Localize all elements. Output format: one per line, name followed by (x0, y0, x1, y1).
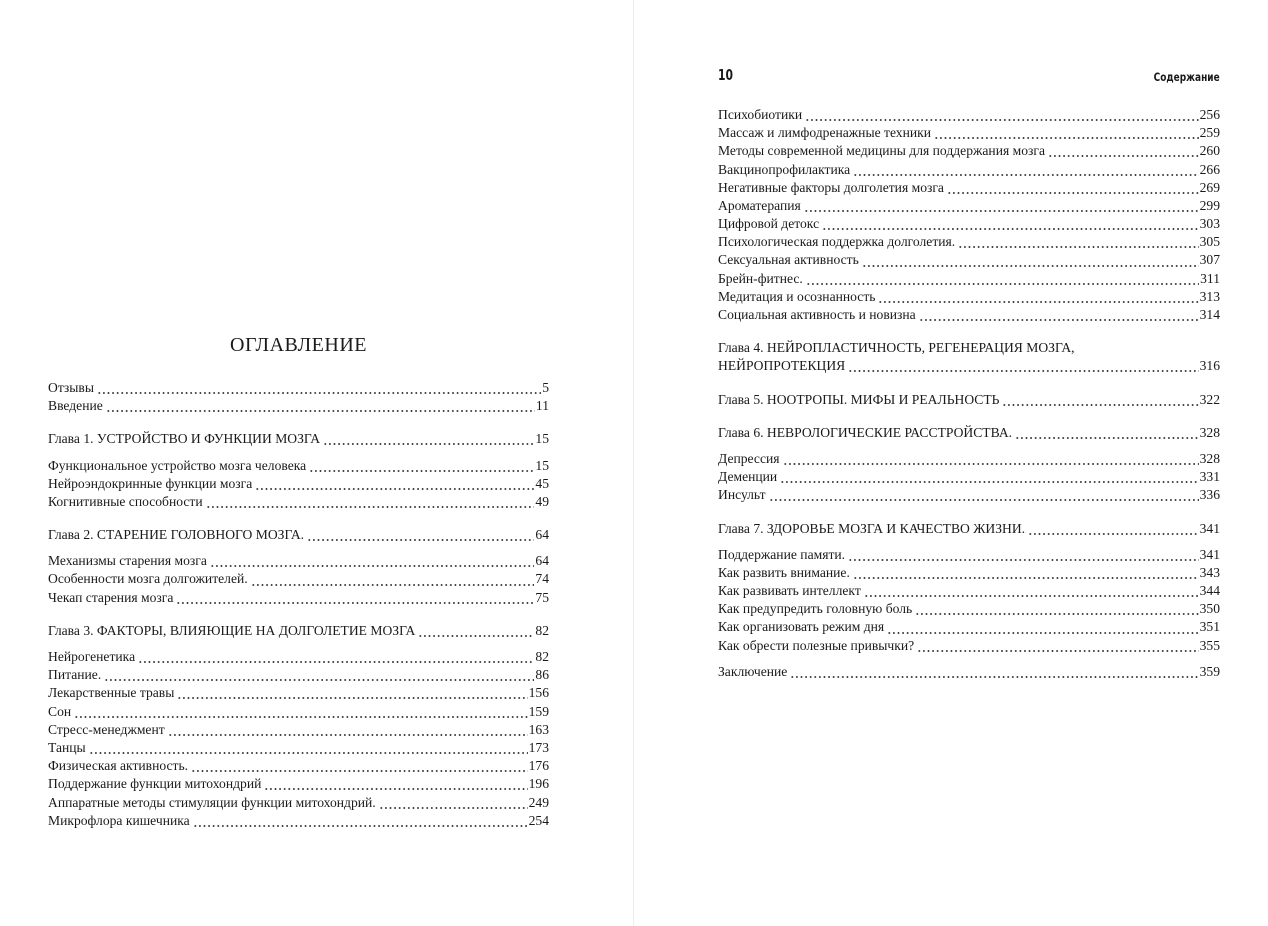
toc-entry-title: Брейн-фитнес. (718, 270, 803, 286)
toc-entry (718, 600, 1220, 618)
dot-leader (862, 252, 1199, 270)
toc-chapter-title-line1: Глава 4. НЕЙРОПЛАСТИЧНОСТЬ, РЕГЕНЕРАЦИЯ МОЗГА, (718, 340, 1075, 356)
toc-row[interactable] (718, 564, 1220, 582)
dot-leader (379, 794, 528, 812)
toc-entry-title: Микрофлора кишечника (48, 812, 190, 828)
dot-leader (74, 703, 527, 721)
dot-leader (853, 161, 1198, 179)
toc-row[interactable] (48, 526, 549, 544)
dot-leader (958, 233, 1198, 251)
toc-entry-page: 336 (1199, 487, 1220, 503)
toc-entry-page: 75 (535, 589, 549, 605)
toc-chapter (48, 430, 549, 448)
toc-entry-page: 341 (1199, 546, 1220, 562)
toc-entry-page: 331 (1199, 469, 1220, 485)
toc-entry (718, 306, 1220, 324)
dot-leader (919, 306, 1199, 324)
toc-entry (718, 179, 1220, 197)
page-gutter (633, 0, 634, 926)
toc-entry-page: 159 (528, 703, 549, 719)
toc-row[interactable] (718, 357, 1220, 375)
toc-entry-page: 86 (535, 667, 549, 683)
toc-entry-page: 311 (1200, 270, 1220, 286)
dot-leader (848, 357, 1198, 375)
toc-entry-page: 74 (535, 571, 549, 587)
toc-title: ОГЛАВЛЕНИЕ (230, 334, 367, 356)
toc-row[interactable] (718, 637, 1220, 655)
toc-chapter (718, 424, 1220, 442)
toc-entry (718, 197, 1220, 215)
toc-entry-title: Нейроэндокринные функции мозга (48, 475, 253, 491)
toc-row[interactable] (718, 252, 1220, 270)
toc-entry (48, 457, 549, 475)
toc-entry (718, 619, 1220, 637)
toc-entry-page: 49 (535, 493, 549, 509)
toc-row[interactable] (718, 520, 1220, 538)
toc-entry (718, 486, 1220, 504)
toc-entry-title: Деменции (718, 469, 778, 485)
running-header: Содержание (1153, 70, 1220, 84)
dot-leader (307, 526, 534, 544)
dot-leader (1048, 142, 1199, 160)
toc-entry (48, 475, 549, 493)
toc-entry (718, 124, 1220, 142)
toc-entry-page: 322 (1199, 391, 1220, 407)
toc-entry-title: Особенности мозга долгожителей. (48, 571, 248, 587)
toc-entry-title: Социальная активность и новизна (718, 307, 916, 323)
dot-leader (177, 684, 527, 702)
toc-entry-title: Как развить внимание. (718, 564, 850, 580)
toc-entry (48, 397, 549, 415)
toc-entry (48, 571, 549, 589)
dot-leader (915, 600, 1198, 618)
dot-leader (947, 179, 1199, 197)
toc-entry-title: Нейрогенетика (48, 649, 136, 665)
toc-entry-title: Глава 6. НЕВРОЛОГИЧЕСКИЕ РАССТРОЙСТВА. (718, 424, 1013, 440)
toc-entry-title: Стресс-менеджмент (48, 721, 165, 737)
toc-row[interactable] (718, 486, 1220, 504)
toc-entry (48, 648, 549, 666)
toc-entry (48, 794, 549, 812)
toc-entry-title: Механизмы старения мозга (48, 553, 207, 569)
dot-leader (89, 739, 528, 757)
toc-entry-title: Сексуальная активность (718, 252, 859, 268)
toc-entry (48, 739, 549, 757)
toc-entry-title: НЕЙРОПРОТЕКЦИЯ (718, 358, 846, 374)
toc-entry-title: Вакцинопрофилактика (718, 161, 851, 177)
dot-leader (176, 589, 534, 607)
toc-entry-title: Депрессия (718, 450, 780, 466)
toc-entry-title: Психобиотики (718, 106, 803, 122)
toc-entry-page: 313 (1199, 288, 1220, 304)
toc-entry-page: 256 (1199, 106, 1220, 122)
toc-entry (48, 812, 549, 830)
toc-row[interactable] (718, 391, 1220, 409)
toc-entry-page: 343 (1199, 564, 1220, 580)
toc-entry-title: Питание. (48, 667, 102, 683)
toc-entry-page: 254 (528, 812, 549, 828)
dot-leader (106, 397, 535, 415)
toc-entry (48, 757, 549, 775)
dot-leader (264, 775, 527, 793)
toc-row[interactable] (718, 582, 1220, 600)
toc-entry-page: 15 (535, 431, 549, 447)
toc-row[interactable] (718, 450, 1220, 468)
toc-row[interactable] (48, 589, 549, 607)
toc-right-column (718, 106, 1220, 681)
toc-row[interactable] (718, 288, 1220, 306)
toc-row[interactable] (48, 812, 549, 830)
toc-row[interactable] (48, 666, 549, 684)
toc-entry (718, 161, 1220, 179)
toc-row[interactable] (48, 622, 549, 640)
toc-entry-title: Глава 2. СТАРЕНИЕ ГОЛОВНОГО МОЗГА. (48, 527, 305, 543)
toc-row[interactable] (48, 775, 549, 793)
dot-leader (917, 637, 1198, 655)
page-number: 10 (718, 66, 734, 84)
toc-entry-page: 303 (1199, 216, 1220, 232)
toc-entry (718, 288, 1220, 306)
toc-row[interactable] (48, 571, 549, 589)
toc-entry-title: Глава 7. ЗДОРОВЬЕ МОЗГА И КАЧЕСТВО ЖИЗНИ. (718, 520, 1026, 536)
toc-entry-page: 351 (1199, 619, 1220, 635)
dot-leader (864, 582, 1199, 600)
toc-row[interactable] (48, 648, 549, 666)
toc-row[interactable] (718, 600, 1220, 618)
dot-leader (104, 666, 534, 684)
dot-leader (309, 457, 534, 475)
toc-entry-title: Глава 1. УСТРОЙСТВО И ФУНКЦИИ МОЗГА (48, 431, 321, 447)
toc-row[interactable] (48, 552, 549, 570)
toc-entry (48, 589, 549, 607)
toc-entry-title: Отзывы (48, 379, 94, 395)
toc-row[interactable] (718, 215, 1220, 233)
toc-row[interactable] (48, 430, 549, 448)
toc-entry-title: Цифровой детокс (718, 216, 820, 232)
toc-entry-title: Массаж и лимфодренажные техники (718, 125, 932, 141)
dot-leader (191, 757, 528, 775)
toc-entry-page: 260 (1199, 143, 1220, 159)
toc-entry (718, 564, 1220, 582)
dot-leader (1028, 520, 1199, 538)
dot-leader (806, 270, 1199, 288)
dot-leader (887, 619, 1198, 637)
toc-entry-title: Как организовать режим дня (718, 619, 885, 635)
toc-entry (48, 552, 549, 570)
toc-entry-title: Ароматерапия (718, 197, 801, 213)
toc-entry-title: Сон (48, 703, 72, 719)
toc-row[interactable] (48, 739, 549, 757)
toc-entry-title: Негативные факторы долголетия мозга (718, 179, 944, 195)
toc-entry-title: Заключение (718, 663, 788, 679)
toc-chapter (718, 339, 1220, 375)
toc-entry-title: Психологическая поддержка долголетия. (718, 234, 956, 250)
toc-entry-title: Танцы (48, 739, 86, 755)
toc-row[interactable] (48, 684, 549, 702)
toc-row[interactable] (718, 424, 1220, 442)
toc-entry-page: 316 (1199, 358, 1220, 374)
toc-entry (718, 106, 1220, 124)
toc-entry (718, 270, 1220, 288)
toc-entry-page: 5 (542, 379, 549, 395)
toc-entry-page: 307 (1199, 252, 1220, 268)
toc-entry (718, 637, 1220, 655)
toc-entry (48, 721, 549, 739)
toc-row[interactable] (48, 475, 549, 493)
toc-row[interactable] (48, 721, 549, 739)
toc-entry-page: 64 (535, 527, 549, 543)
toc-entry-title: Как предупредить головную боль (718, 601, 913, 617)
toc-entry-page: 359 (1199, 663, 1220, 679)
toc-row[interactable] (48, 757, 549, 775)
toc-entry-title: Методы современной медицины для поддержания мозга (718, 143, 1045, 159)
toc-row[interactable] (718, 197, 1220, 215)
toc-entry-title: Медитация и осознанность (718, 288, 876, 304)
toc-entry-title: Глава 5. НООТРОПЫ. МИФЫ И РЕАЛЬНОСТЬ (718, 391, 1000, 407)
dot-leader (323, 430, 534, 448)
toc-entry-page: 266 (1199, 161, 1220, 177)
toc-entry-page: 15 (535, 457, 549, 473)
toc-row[interactable] (718, 306, 1220, 324)
toc-entry-title: Введение (48, 398, 103, 414)
dot-leader (210, 552, 535, 570)
toc-row[interactable] (718, 663, 1220, 681)
dot-leader (168, 721, 528, 739)
toc-entry-page: 269 (1199, 179, 1220, 195)
dot-leader (193, 812, 528, 830)
toc-chapter (718, 391, 1220, 409)
toc-entry (48, 684, 549, 702)
toc-row[interactable] (718, 468, 1220, 486)
toc-entry-page: 11 (535, 398, 549, 414)
toc-entry-title: Как развивать интеллект (718, 583, 861, 599)
dot-leader (769, 486, 1199, 504)
toc-entry (718, 450, 1220, 468)
toc-entry (718, 233, 1220, 251)
toc-entry-title: Физическая активность. (48, 758, 189, 774)
dot-leader (206, 493, 535, 511)
dot-leader (805, 106, 1199, 124)
toc-row[interactable] (48, 493, 549, 511)
dot-leader (251, 571, 535, 589)
toc-entry (718, 663, 1220, 681)
toc-entry-page: 314 (1199, 307, 1220, 323)
dot-leader (822, 215, 1199, 233)
toc-chapter (718, 520, 1220, 538)
toc-row[interactable] (48, 703, 549, 721)
toc-entry-title: Глава 3. ФАКТОРЫ, ВЛИЯЮЩИЕ НА ДОЛГОЛЕТИЕ МОЗГА (48, 622, 416, 638)
toc-entry (718, 582, 1220, 600)
toc-entry (718, 215, 1220, 233)
toc-entry-title: Лекарственные травы (48, 685, 175, 701)
toc-entry (718, 468, 1220, 486)
toc-entry-page: 82 (535, 649, 549, 665)
toc-row[interactable] (48, 794, 549, 812)
toc-entry-page: 82 (535, 622, 549, 638)
toc-entry-page: 350 (1199, 601, 1220, 617)
dot-leader (804, 197, 1199, 215)
toc-entry-page: 259 (1199, 125, 1220, 141)
dot-leader (878, 288, 1198, 306)
toc-entry (718, 546, 1220, 564)
dot-leader (848, 546, 1199, 564)
toc-chapter (48, 526, 549, 544)
toc-row[interactable] (718, 270, 1220, 288)
toc-entry-page: 196 (528, 776, 549, 792)
toc-row[interactable] (718, 161, 1220, 179)
dot-leader (97, 379, 541, 397)
toc-entry-page: 328 (1199, 424, 1220, 440)
toc-entry-page: 355 (1199, 637, 1220, 653)
dot-leader (138, 648, 534, 666)
toc-row[interactable] (718, 233, 1220, 251)
toc-entry (718, 252, 1220, 270)
dot-leader (934, 124, 1199, 142)
toc-entry-title: Функциональное устройство мозга человека (48, 457, 307, 473)
toc-entry-title: Поддержание памяти. (718, 546, 846, 562)
toc-entry-page: 173 (528, 739, 549, 755)
toc-entry-page: 299 (1199, 197, 1220, 213)
toc-row[interactable] (718, 106, 1220, 124)
toc-entry-title: Поддержание функции митохондрий (48, 776, 262, 792)
toc-entry-title: Когнитивные способности (48, 493, 203, 509)
toc-entry-title: Инсульт (718, 487, 766, 503)
toc-row[interactable] (718, 546, 1220, 564)
toc-entry (718, 142, 1220, 160)
toc-entry (48, 379, 549, 397)
toc-entry (48, 666, 549, 684)
toc-row[interactable] (718, 179, 1220, 197)
toc-entry-title: Как обрести полезные привычки? (718, 637, 915, 653)
toc-chapter (48, 622, 549, 640)
toc-entry-title: Аппаратные методы стимуляции функции митохондрий. (48, 794, 376, 810)
toc-left-column (48, 379, 549, 830)
dot-leader (853, 564, 1199, 582)
toc-row[interactable] (48, 379, 549, 397)
toc-row[interactable] (718, 619, 1220, 637)
toc-entry-page: 45 (535, 475, 549, 491)
toc-row[interactable] (718, 142, 1220, 160)
toc-row[interactable] (718, 124, 1220, 142)
toc-entry-page: 163 (528, 721, 549, 737)
toc-entry-page: 341 (1199, 520, 1220, 536)
toc-entry-page: 249 (528, 794, 549, 810)
toc-entry-page: 156 (528, 685, 549, 701)
toc-entry (48, 775, 549, 793)
dot-leader (780, 468, 1198, 486)
toc-entry (48, 703, 549, 721)
toc-entry-page: 328 (1199, 450, 1220, 466)
toc-entry (48, 493, 549, 511)
toc-entry-title: Чекап старения мозга (48, 589, 174, 605)
dot-leader (790, 663, 1198, 681)
toc-entry-page: 64 (535, 553, 549, 569)
dot-leader (1002, 391, 1198, 409)
toc-row[interactable] (48, 397, 549, 415)
dot-leader (1015, 424, 1199, 442)
toc-entry-page: 344 (1199, 583, 1220, 599)
toc-entry-page: 305 (1199, 234, 1220, 250)
dot-leader (783, 450, 1199, 468)
dot-leader (255, 475, 534, 493)
toc-row[interactable] (48, 457, 549, 475)
dot-leader (418, 622, 534, 640)
toc-entry-page: 176 (528, 758, 549, 774)
